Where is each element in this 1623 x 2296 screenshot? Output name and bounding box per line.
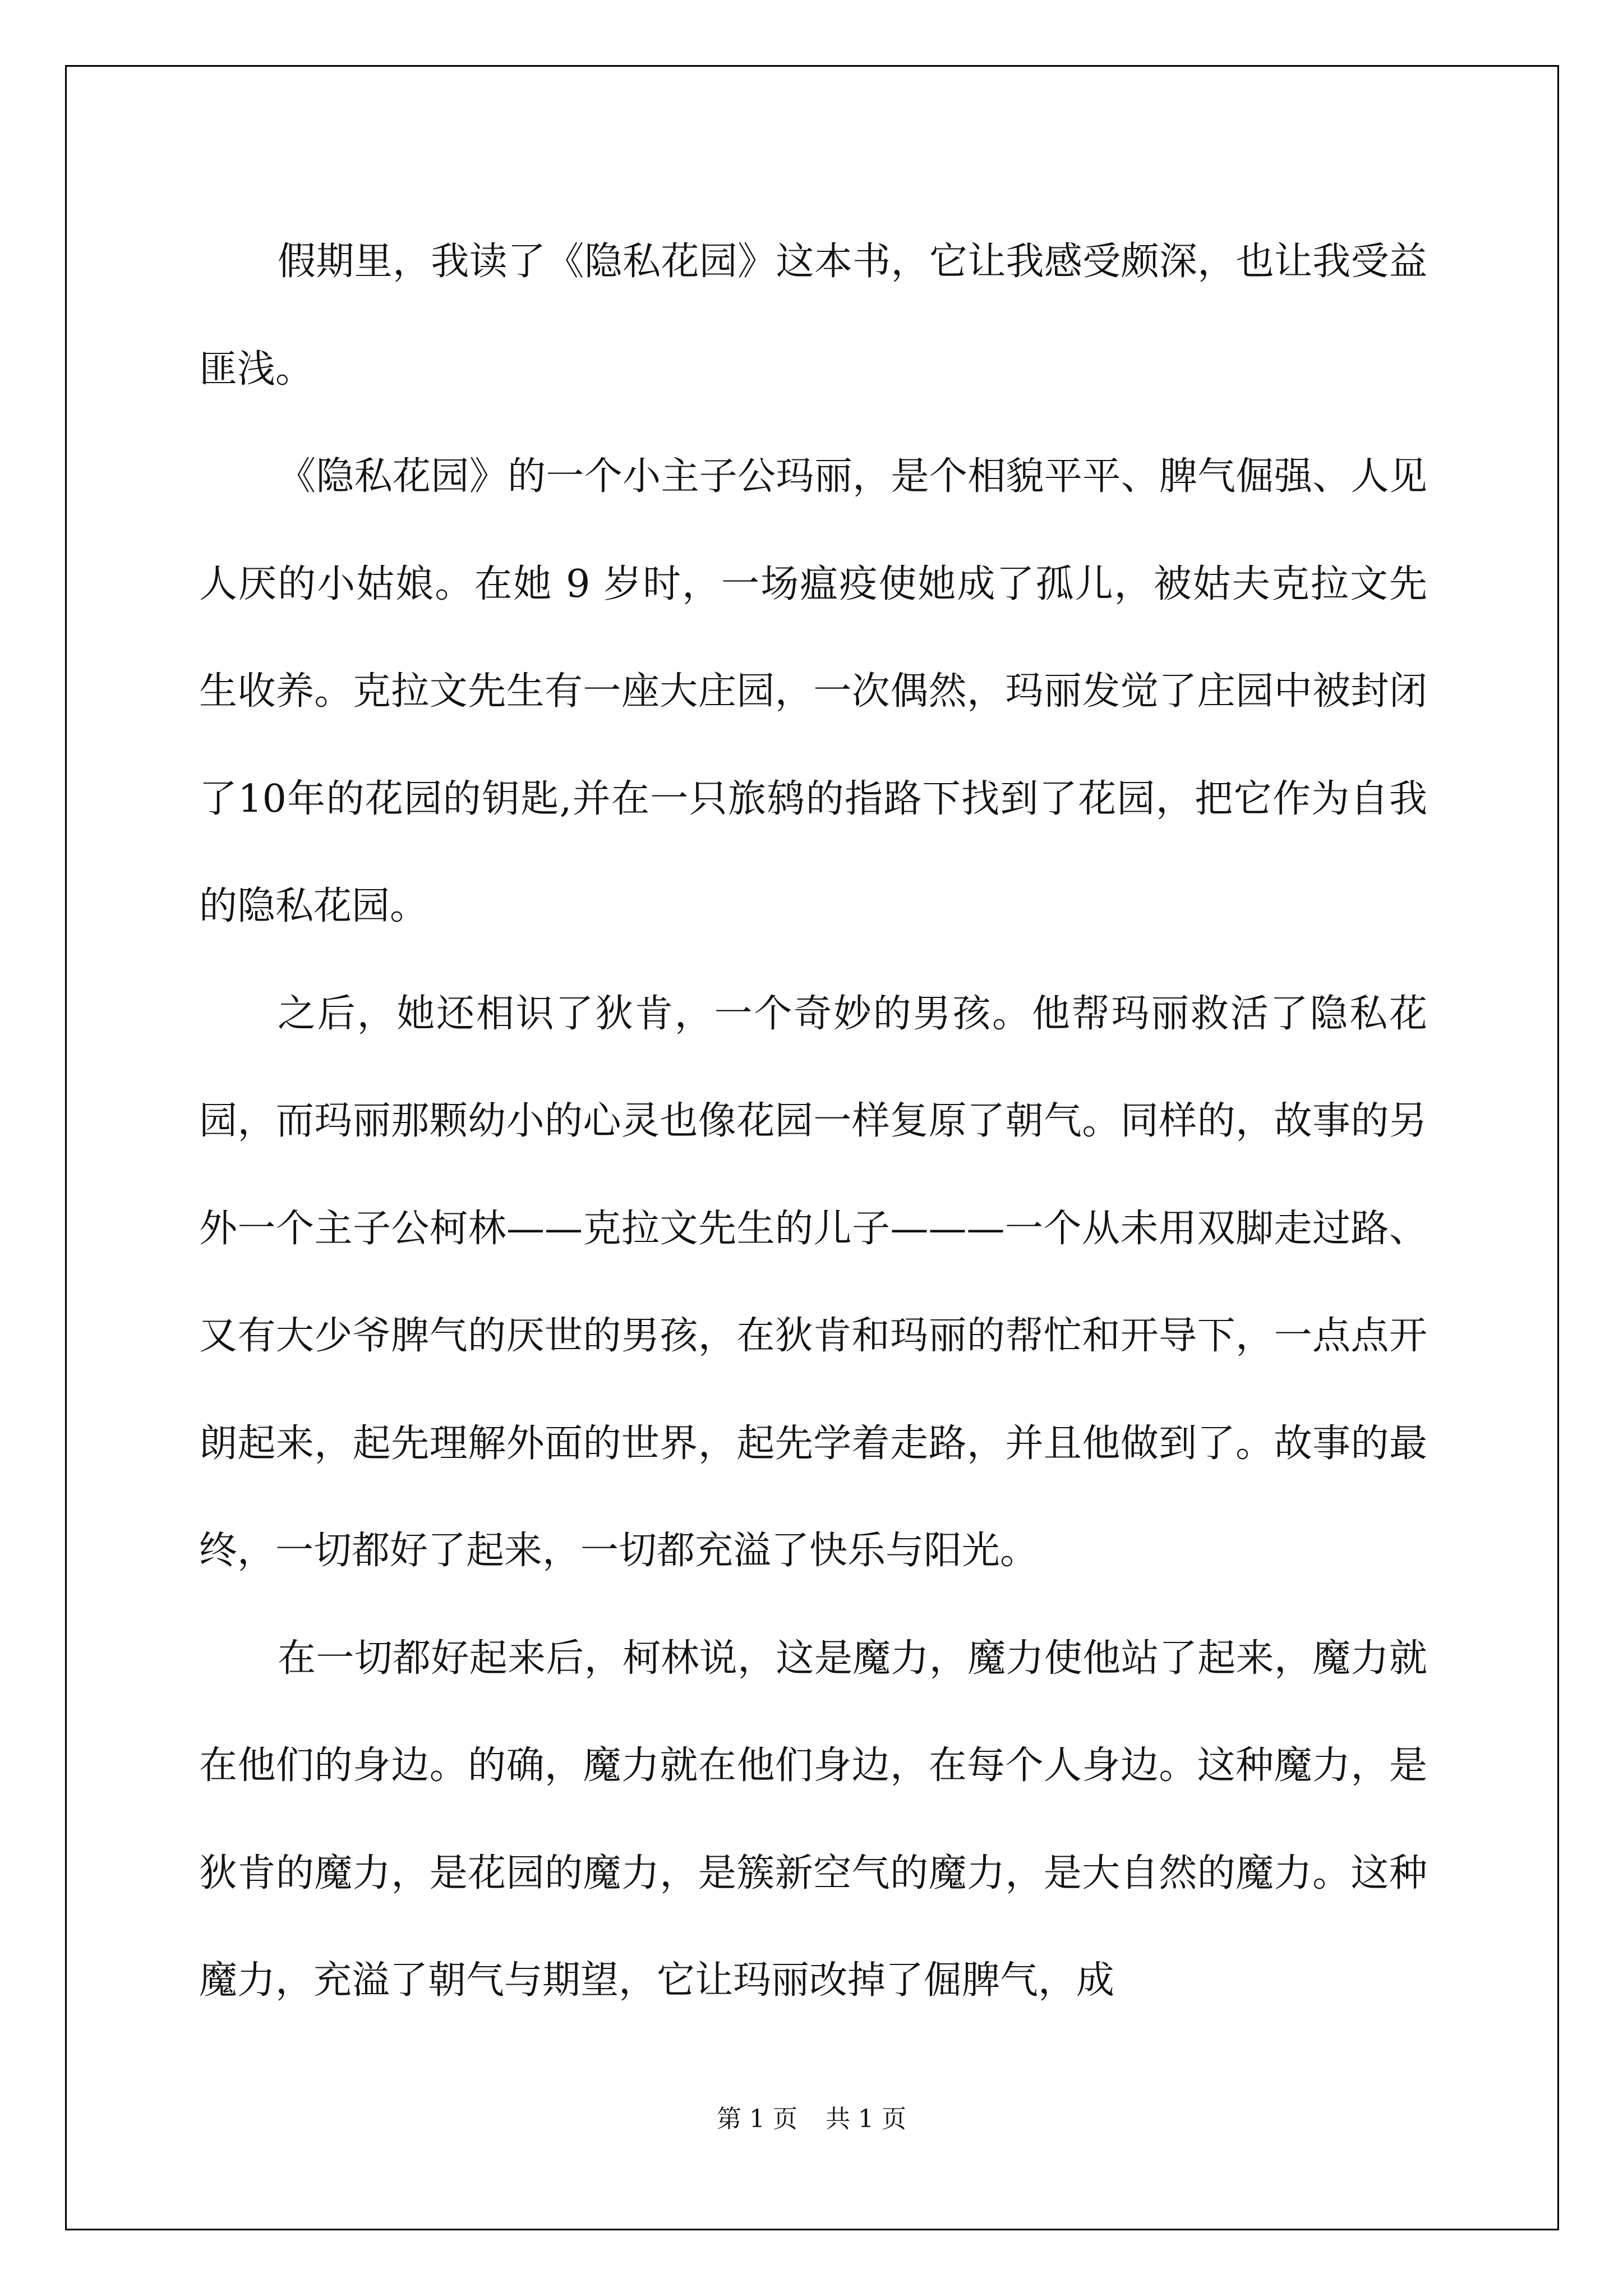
page-footer	[0, 2102, 1623, 2136]
page-number: 第 1 页	[717, 2105, 797, 2133]
paragraph-3: 之后，她还相识了狄肯，一个奇妙的男孩。他帮玛丽救活了隐私花园，而玛丽那颗幼小的心灵也像花园一样复原了朝气。同样的，故事的另外一个主子公柯林——克拉文先生的儿子———一个从未用双脚走过路、又有大少爷脾气的厌世的男孩，在狄肯和玛丽的帮忙和开导下，一点点开朗起来，起先理解外面的世界，起先学着走路，并且他做到了。故事的最终，一切都好了起来，一切都充溢了快乐与阳光。	[199, 991, 1427, 1573]
total-pages: 共 1 页	[826, 2105, 906, 2133]
document-body	[199, 208, 1427, 2035]
paragraph-1: 假期里，我读了《隐私花园》这本书，它让我感受颇深，也让我受益匪浅。	[199, 240, 1427, 392]
paragraph-2: 《隐私花园》的一个小主子公玛丽，是个相貌平平、脾气倔强、人见人厌的小姑娘。在她 9 岁时，一场瘟疫使她成了孤儿，被姑夫克拉文先生收养。克拉文先生有一座大庄园，一次偶然，玛丽发觉了庄园中被封闭了10年的花园的钥匙,并在一只旅鸫的指路下找到了花园，把它作为自我的隐私花园。	[199, 454, 1427, 928]
paragraph-4: 在一切都好起来后，柯林说，这是魔力，魔力使他站了起来，魔力就在他们的身边。的确，魔力就在他们身边，在每个人身边。这种魔力，是狄肯的魔力，是花园的魔力，是簇新空气的魔力，是大自然的魔力。这种魔力，充溢了朝气与期望，它让玛丽改掉了倔脾气，成	[199, 1636, 1427, 2003]
